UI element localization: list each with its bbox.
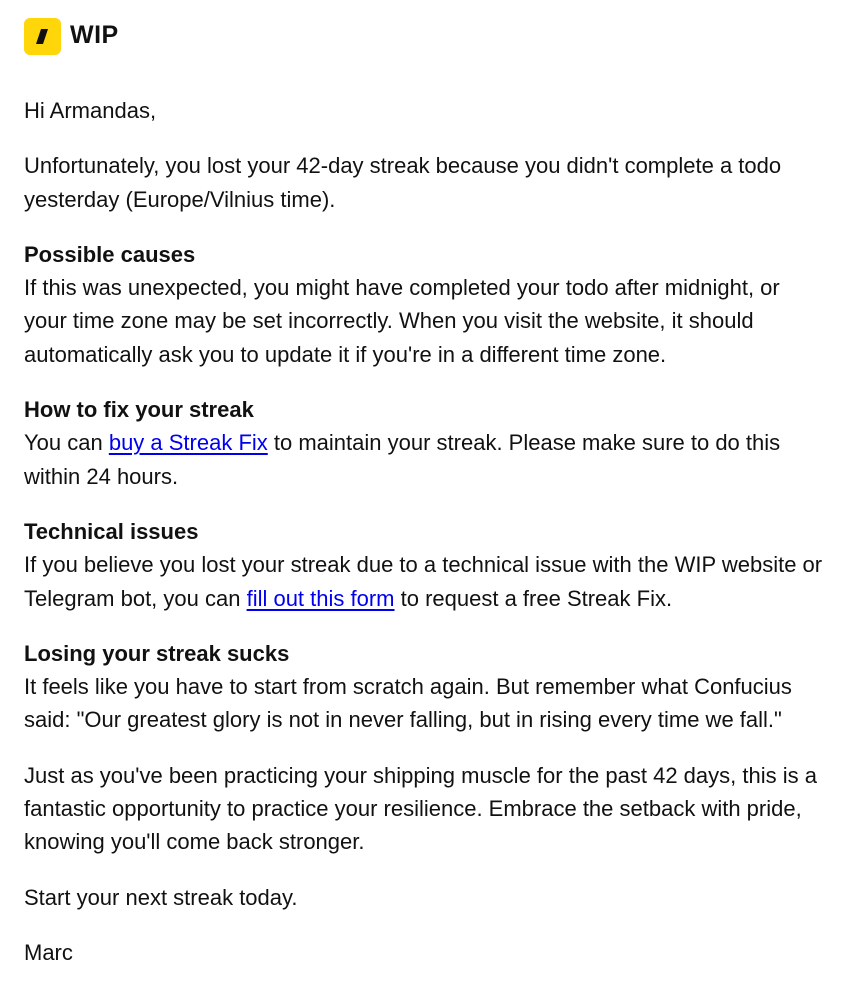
slash-icon — [24, 18, 61, 55]
section-technical-issues — [24, 515, 827, 615]
call-to-action: Start your next streak today. — [24, 884, 298, 910]
greeting: Hi Armandas, — [24, 98, 157, 123]
section-losing-streak — [24, 637, 827, 737]
section-possible-causes — [24, 238, 827, 371]
intro-paragraph: Unfortunately, you lost your 42-day streak because you didn't complete a todo yesterday (Europe/Vilnius time). — [24, 153, 782, 212]
wip-logo — [24, 18, 61, 55]
encouragement-paragraph: Just as you've been practicing your shipping muscle for the past 42 days, this is a fantastic opportunity to practice your resilience. Embrace the setback with pride, knowing you'll come back stronger. — [24, 762, 817, 855]
section-text: You can — [24, 430, 109, 456]
section-title: Technical issues — [24, 518, 199, 544]
fill-out-form-link[interactable]: fill out this form — [246, 585, 395, 611]
section-title: Losing your streak sucks — [24, 640, 290, 666]
section-text: If you believe you lost your streak due to a technical issue with the WIP website or Telegram bot, you can — [24, 552, 823, 611]
section-title: How to fix your streak — [24, 397, 254, 423]
section-body: It feels like you have to start from scratch again. But remember what Confucius said: "Our greatest glory is not in never falling, but in rising every time we fall." — [24, 674, 792, 733]
brand-name: WIP — [70, 21, 119, 50]
section-text: to maintain your streak. Please make sure to do this within 24 hours. — [24, 430, 781, 489]
section-title: Possible causes — [24, 241, 196, 267]
section-fix-streak — [24, 393, 827, 493]
buy-streak-fix-link[interactable]: buy a Streak Fix — [108, 430, 268, 456]
brand-header — [24, 16, 827, 56]
section-body: If this was unexpected, you might have completed your todo after midnight, or your time zone may be set incorrectly. When you visit the website, it should automatically ask you to update it if you're in a different time zone. — [24, 275, 780, 367]
section-text: to request a free Streak Fix. — [394, 585, 673, 611]
signature: Marc — [24, 939, 73, 965]
